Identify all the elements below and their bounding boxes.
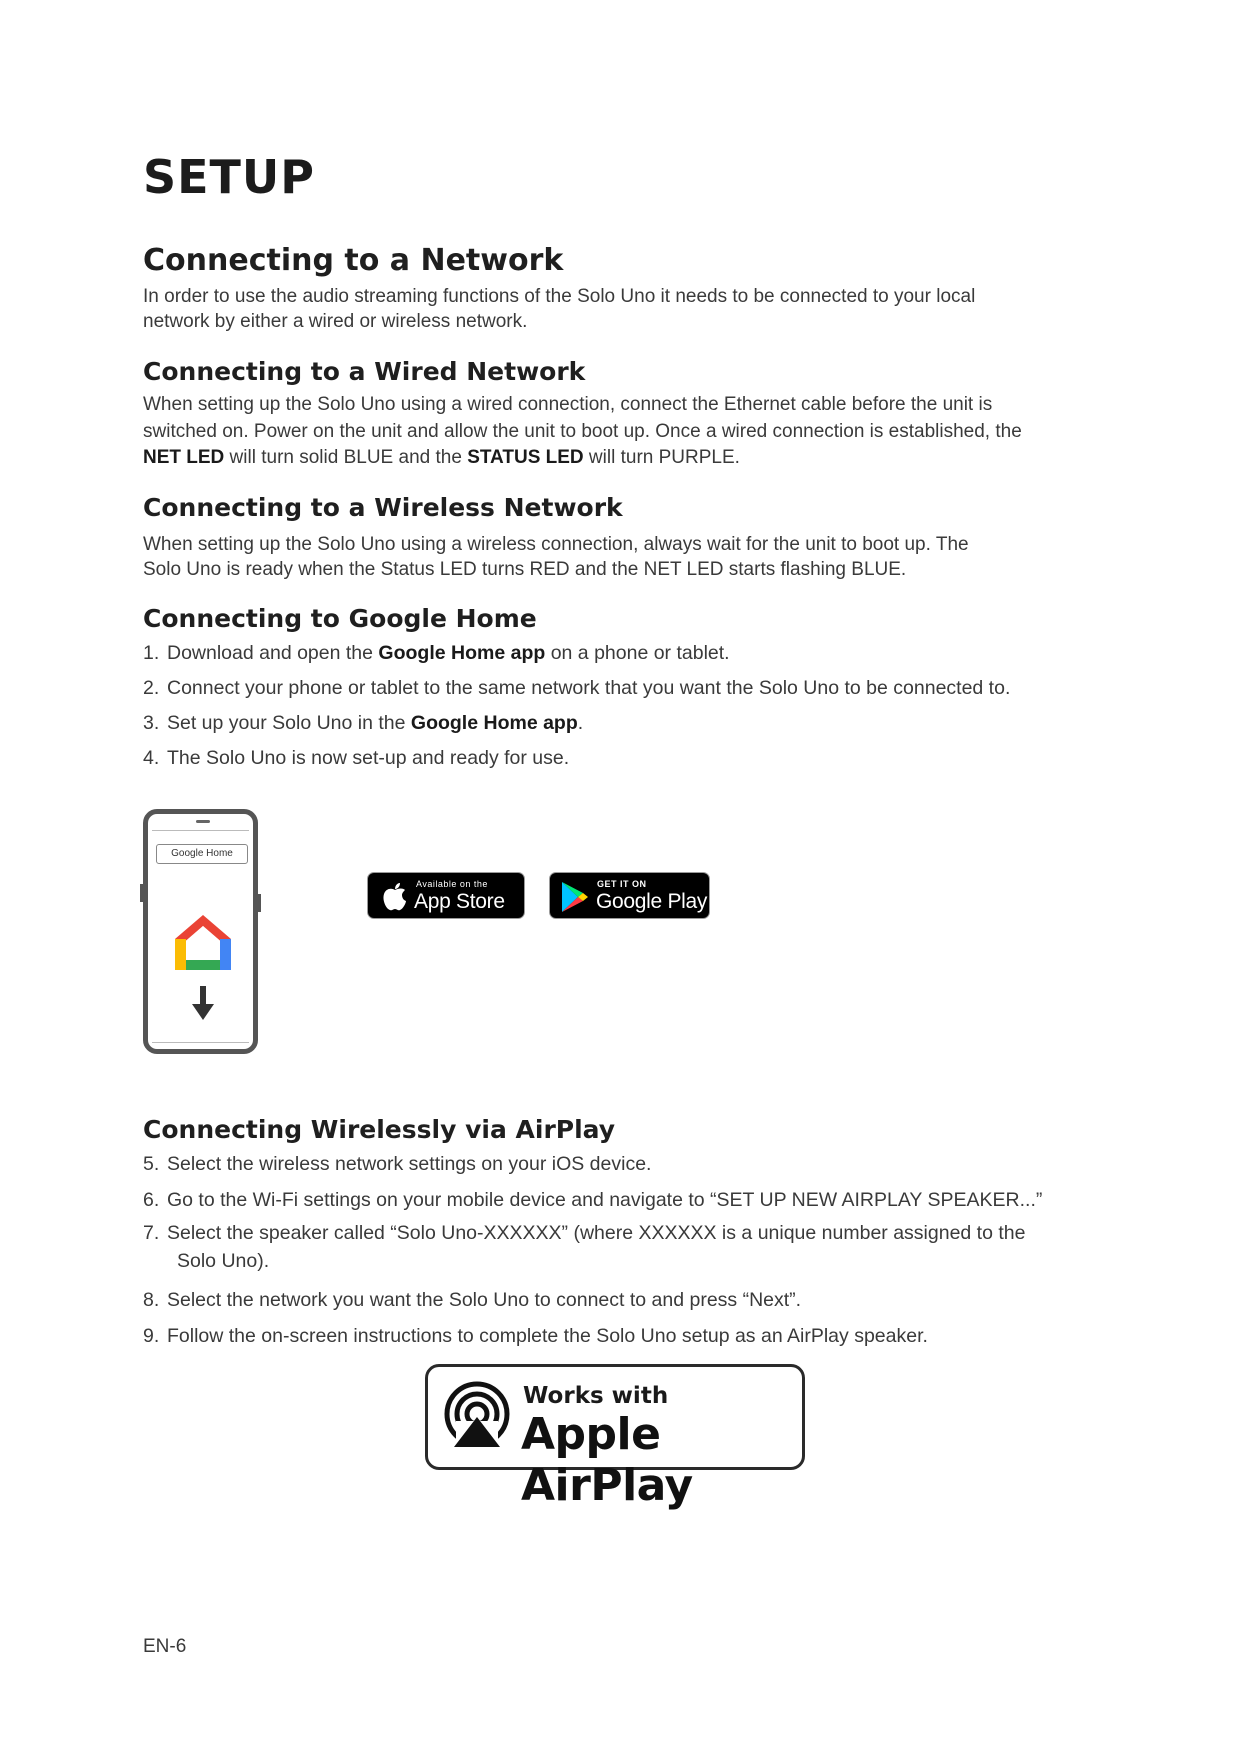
network-line-2: network by either a wired or wireless network. [143, 311, 528, 332]
app-store-big-text: App Store [414, 890, 505, 913]
airplay-step-8 [143, 1288, 801, 1313]
network-heading: Connecting to a Network [143, 243, 564, 278]
wired-line-3-text-b: will turn PURPLE. [583, 447, 740, 468]
google-home-app-label: Google Home [156, 844, 248, 864]
step-text: Select the wireless network settings on your iOS device. [167, 1153, 652, 1175]
step-number: 5. [143, 1153, 160, 1175]
step-text-continued: Solo Uno). [177, 1250, 270, 1272]
step-number: 8. [143, 1289, 160, 1311]
network-paragraph [143, 284, 1103, 334]
airplay-step-6 [143, 1188, 1042, 1213]
wired-line-3-text-a: will turn solid BLUE and the [224, 447, 468, 468]
net-led-label: NET LED [143, 447, 225, 468]
wireless-line-2: Solo Uno is ready when the Status LED turns RED and the NET LED starts flashing BLUE. [143, 559, 907, 580]
step-text-end: on a phone or tablet. [545, 642, 730, 664]
airplay-step-5 [143, 1152, 651, 1177]
step-text: Download and open the [167, 642, 379, 664]
airplay-icon [442, 1381, 512, 1453]
phone-illustration [143, 809, 258, 1054]
works-with-airplay-badge [425, 1364, 805, 1511]
step-text: Set up your Solo Uno in the [167, 712, 411, 734]
airplay-small-text: Works with [523, 1383, 669, 1409]
airplay-step-9 [143, 1324, 928, 1349]
step-number: 2. [143, 677, 160, 699]
step-number: 9. [143, 1325, 160, 1347]
airplay-big-text: Apple AirPlay [521, 1409, 693, 1511]
wired-heading: Connecting to a Wired Network [143, 357, 586, 386]
google-play-badge[interactable] [549, 872, 710, 919]
step-text: Connect your phone or tablet to the same network that you want the Solo Uno to be connected to. [167, 677, 1011, 699]
phone-side-button [257, 894, 261, 912]
wired-line-3 [143, 445, 1103, 472]
page-title: SETUP [143, 150, 315, 204]
step-number: 6. [143, 1189, 160, 1211]
phone-screen-edge [152, 1042, 249, 1043]
step-text: Go to the Wi-Fi settings on your mobile device and navigate to “SET UP NEW AIRPLAY SPEAKER...” [167, 1189, 1043, 1211]
download-arrow-icon [191, 986, 215, 1022]
google-step-1 [143, 641, 730, 666]
step-text: The Solo Uno is now set-up and ready for use. [167, 747, 570, 769]
apple-logo-icon [382, 882, 408, 912]
google-step-4 [143, 746, 569, 771]
phone-speaker [196, 820, 210, 823]
status-led-label: STATUS LED [467, 447, 584, 468]
step-number: 4. [143, 747, 160, 769]
airplay-step-7 [143, 1221, 1025, 1274]
app-store-small-text: Available on the [416, 879, 488, 889]
wired-line-1: When setting up the Solo Uno using a wired connection, connect the Ethernet cable before the unit is [143, 394, 993, 415]
step-app-name: Google Home app [378, 642, 546, 664]
step-text: Follow the on-screen instructions to complete the Solo Uno setup as an AirPlay speaker. [167, 1325, 928, 1347]
google-step-3 [143, 711, 583, 736]
google-home-icon [172, 912, 234, 974]
wired-paragraph [143, 392, 1103, 472]
network-line-1: In order to use the audio streaming functions of the Solo Uno it needs to be connected to your local [143, 286, 976, 307]
wireless-line-1: When setting up the Solo Uno using a wireless connection, always wait for the unit to boot up. The [143, 534, 969, 555]
wireless-paragraph [143, 532, 1103, 582]
step-text: Select the speaker called “Solo Uno-XXXXXX” (where XXXXXX is a unique number assigned to the [167, 1222, 1026, 1244]
google-home-heading: Connecting to Google Home [143, 604, 537, 633]
step-number: 1. [143, 642, 160, 664]
wireless-heading: Connecting to a Wireless Network [143, 493, 623, 522]
step-text-end: . [577, 712, 584, 734]
step-app-name: Google Home app [410, 712, 578, 734]
google-play-small-text: GET IT ON [597, 879, 647, 889]
step-number: 7. [143, 1222, 160, 1244]
wired-line-2: switched on. Power on the unit and allow the unit to boot up. Once a wired connection is established, the [143, 420, 1022, 442]
phone-screen-edge [152, 830, 249, 831]
phone-side-button [140, 884, 144, 902]
step-number: 3. [143, 712, 160, 734]
google-play-big-text: Google Play [596, 890, 708, 913]
google-play-icon [560, 881, 588, 913]
google-step-2 [143, 676, 1010, 701]
airplay-heading: Connecting Wirelessly via AirPlay [143, 1115, 616, 1144]
page-number: EN-6 [143, 1636, 187, 1657]
step-text: Select the network you want the Solo Uno to connect to and press “Next”. [167, 1289, 802, 1311]
app-store-badge[interactable] [367, 872, 525, 919]
